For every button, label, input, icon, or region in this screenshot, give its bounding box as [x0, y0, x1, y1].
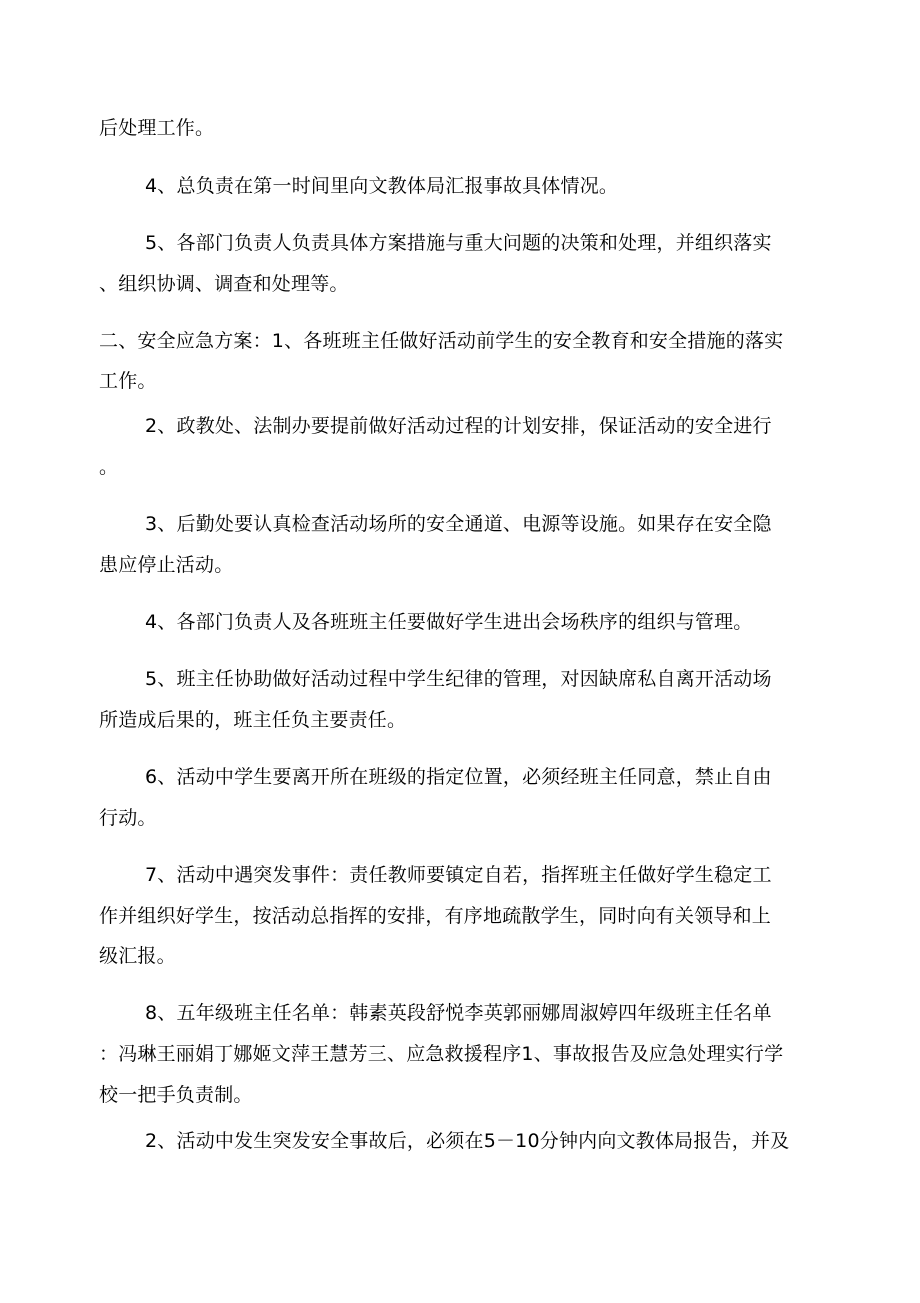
text-line: 作并组织好学生，按活动总指挥的安排，有序地疏散学生，同时向有关领导和上 [99, 905, 772, 927]
text-line: 3、后勤处要认真检查活动场所的安全通道、电源等设施。如果存在安全隐 [145, 513, 772, 535]
text-line: 工作。 [99, 370, 157, 392]
text-line: 后处理工作。 [99, 117, 215, 139]
text-line: 。 [99, 456, 119, 478]
text-line: 8、五年级班主任名单：韩素英段舒悦李英郭丽娜周淑婷四年级班主任名单 [145, 1002, 772, 1024]
text-line: 5、班主任协助做好活动过程中学生纪律的管理，对因缺席私自离开活动场 [145, 668, 772, 690]
text-line: 二、安全应急方案：1、各班班主任做好活动前学生的安全教育和安全措施的落实 [99, 330, 784, 352]
text-line: 4、各部门负责人及各班班主任要做好学生进出会场秩序的组织与管理。 [145, 611, 753, 633]
text-line: ：冯琳王丽娟丁娜姬文萍王慧芳三、应急救援程序1、事故报告及应急处理实行学 [99, 1043, 784, 1065]
text-line: 患应停止活动。 [99, 554, 234, 576]
text-line: 4、总负责在第一时间里向文教体局汇报事故具体情况。 [145, 175, 619, 197]
text-line: 6、活动中学生要离开所在班级的指定位置，必须经班主任同意，禁止自由 [145, 766, 772, 788]
text-line: 2、政教处、法制办要提前做好活动过程的计划安排，保证活动的安全进行 [145, 415, 772, 437]
text-line: 校一把手负责制。 [99, 1084, 253, 1106]
text-line: 、组织协调、调查和处理等。 [99, 273, 349, 295]
text-line: 所造成后果的，班主任负主要责任。 [99, 709, 407, 731]
text-line: 级汇报。 [99, 945, 176, 967]
text-line: 2、活动中发生突发安全事故后，必须在5－10分钟内向文教体局报告，并及 [145, 1130, 790, 1152]
text-line: 7、活动中遇突发事件：责任教师要镇定自若，指挥班主任做好学生稳定工 [145, 864, 772, 886]
text-line: 5、各部门负责人负责具体方案措施与重大问题的决策和处理，并组织落实 [145, 232, 772, 254]
text-line: 行动。 [99, 807, 157, 829]
